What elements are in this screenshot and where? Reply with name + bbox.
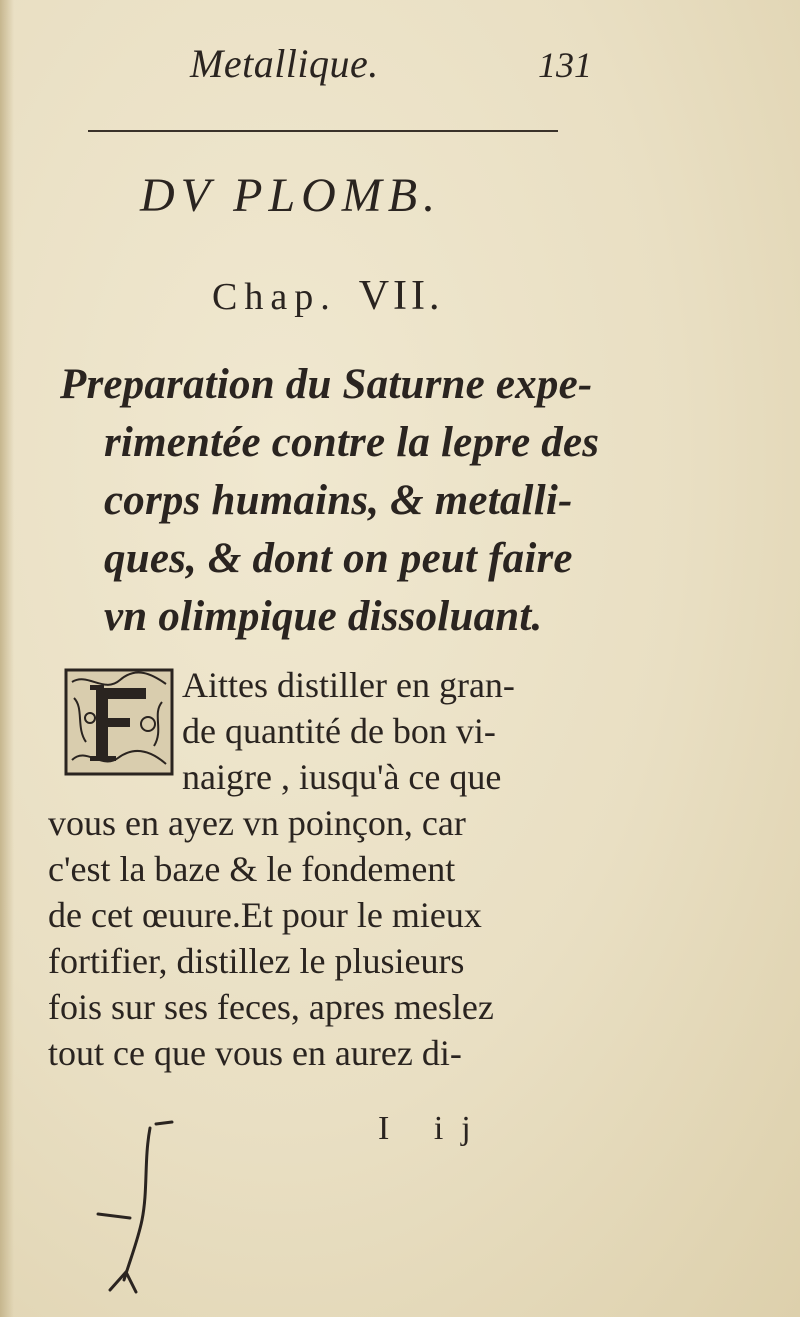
body-line: c'est la baze & le fondement: [48, 849, 456, 889]
body-line: de cet œuure.Et pour le mieux: [48, 895, 482, 935]
chapter-title-line: vn olimpique dissoluant.: [104, 593, 543, 640]
chapter-title-line: Preparation du Saturne expe-: [60, 361, 593, 408]
signature-mark: I ij: [378, 1110, 489, 1147]
chapter-label: Chap.: [212, 276, 337, 318]
body-line: de quantité de bon vi-: [182, 711, 496, 751]
handwritten-ink-mark: [90, 1120, 200, 1310]
body-line: tout ce que vous en aurez di-: [48, 1033, 462, 1073]
running-head: Metallique.: [190, 41, 379, 86]
page-number: 131: [538, 45, 592, 85]
body-text: [48, 662, 588, 1076]
body-line: vous en ayez vn poinçon, car: [48, 803, 466, 843]
chapter-title-line: ques, & dont on peut faire: [104, 535, 573, 582]
body-line: fois sur ses feces, apres meslez: [48, 987, 494, 1027]
section-title: DV PLOMB.: [140, 169, 442, 222]
chapter-heading: [212, 272, 444, 320]
chapter-title-line: rimentée contre la lepre des: [104, 419, 600, 466]
chapter-title: [60, 356, 600, 646]
chapter-numeral: VII.: [358, 273, 444, 319]
body-line: fortifier, distillez le plusieurs: [48, 941, 465, 981]
chapter-title-line: corps humains, & metalli-: [104, 477, 573, 524]
header-rule: [88, 130, 558, 132]
body-line: Aittes distiller en gran-: [182, 665, 515, 705]
body-line: naigre , iusqu'à ce que: [182, 757, 502, 797]
